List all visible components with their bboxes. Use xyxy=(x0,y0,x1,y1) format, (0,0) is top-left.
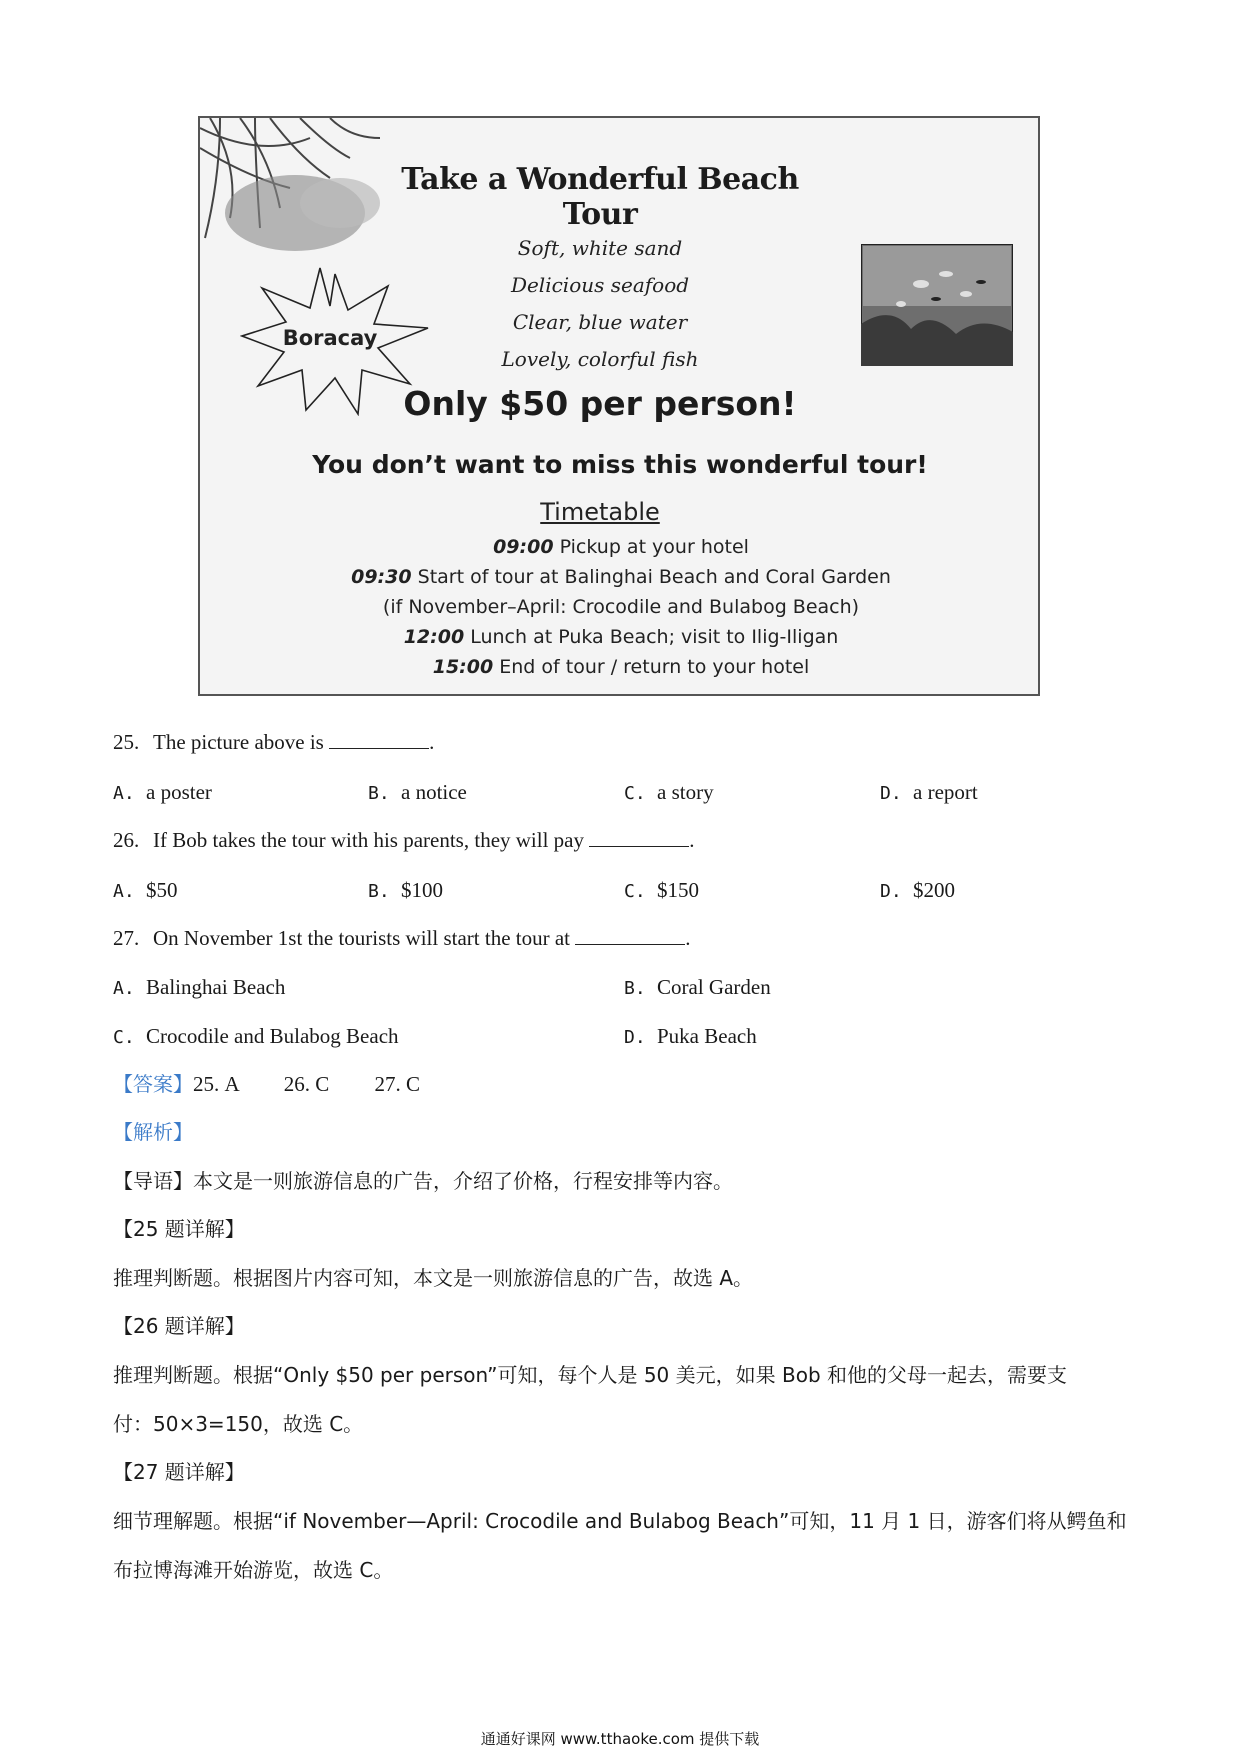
timetable-time: 15:00 xyxy=(432,656,494,678)
option-text: $100 xyxy=(401,878,443,902)
detail-heading-27: 【27 题详解】 xyxy=(113,1460,245,1484)
timetable-time: 09:00 xyxy=(493,536,554,558)
detail-heading-25: 【25 题详解】 xyxy=(113,1217,245,1241)
timetable-text: Pickup at your hotel xyxy=(553,536,749,558)
timetable-text: Lunch at Puka Beach; visit to Ilig-Iligan xyxy=(464,626,839,648)
feature-list xyxy=(460,230,740,378)
poster-title: Take a Wonderful Beach Tour xyxy=(401,162,799,232)
answer-blank xyxy=(575,925,685,945)
option xyxy=(624,1022,757,1052)
timetable-text: Start of tour at Balinghai Beach and Coral Garden xyxy=(411,566,891,588)
guide-text: 【导语】本文是一则旅游信息的广告，介绍了价格，行程安排等内容。 xyxy=(113,1169,733,1193)
option-letter: A. xyxy=(113,881,135,902)
timetable-row xyxy=(260,652,982,682)
option-letter: C. xyxy=(624,881,646,902)
timetable-text: End of tour / return to your hotel xyxy=(493,656,810,678)
question-number: 25. xyxy=(113,730,140,754)
boracay-label: Boracay xyxy=(282,326,378,350)
option-text: $50 xyxy=(146,878,178,902)
detail-text: 细节理解题。根据“if November—April: Crocodile and Bulabog Beach”可知，11 月 1 日，游客们将从鳄鱼和 xyxy=(113,1509,1127,1533)
detail-text: 推理判断题。根据图片内容可知，本文是一则旅游信息的广告，故选 A。 xyxy=(113,1266,754,1290)
feature-item: Lovely, colorful fish xyxy=(501,347,699,371)
question-text: If Bob takes the tour with his parents, they will pay xyxy=(153,828,585,852)
option xyxy=(113,876,178,906)
option-letter: D. xyxy=(880,783,902,804)
option-text: Crocodile and Bulabog Beach xyxy=(146,1024,399,1048)
option xyxy=(880,778,978,808)
answer-blank xyxy=(329,729,429,749)
option xyxy=(368,876,443,906)
answer-item: 25. A xyxy=(193,1072,239,1096)
timetable-row xyxy=(260,592,982,622)
option-letter: A. xyxy=(113,783,135,804)
option-text: a poster xyxy=(146,780,212,804)
timetable-time: 12:00 xyxy=(403,626,465,648)
timetable-text: (if November–April: Crocodile and Bulabog Beach) xyxy=(382,596,860,618)
option xyxy=(624,778,714,808)
detail-text: 付：50×3=150，故选 C。 xyxy=(113,1412,364,1436)
option xyxy=(113,778,212,808)
option-text: Puka Beach xyxy=(657,1024,757,1048)
option-text: a story xyxy=(657,780,714,804)
answer-blank xyxy=(589,827,689,847)
option-text: $200 xyxy=(913,878,955,902)
timetable-row xyxy=(260,622,982,652)
feature-item: Soft, white sand xyxy=(517,236,683,260)
question-end: . xyxy=(689,828,695,852)
question-26 xyxy=(113,826,695,854)
option-text: a notice xyxy=(401,780,467,804)
question-number: 27. xyxy=(113,926,140,950)
question-text: The picture above is xyxy=(153,730,324,754)
timetable-row xyxy=(260,562,982,592)
detail-heading-26: 【26 题详解】 xyxy=(113,1314,245,1338)
answer-item: 27. C xyxy=(374,1072,421,1096)
option-letter: B. xyxy=(624,978,646,999)
detail-text: 推理判断题。根据“Only $50 per person”可知，每个人是 50 美元，如果 Bob 和他的父母一起去，需要支 xyxy=(113,1363,1067,1387)
option-letter: C. xyxy=(624,783,646,804)
option xyxy=(880,876,955,906)
question-25 xyxy=(113,728,434,756)
question-end: . xyxy=(429,730,435,754)
answer-line xyxy=(113,1070,420,1098)
question-end: . xyxy=(685,926,691,950)
tagline: You don’t want to miss this wonderful tour! xyxy=(312,450,928,479)
question-text: On November 1st the tourists will start the tour at xyxy=(153,926,571,950)
detail-text: 布拉博海滩开始游览，故选 C。 xyxy=(113,1558,394,1582)
analysis-label: 【解析】 xyxy=(113,1120,193,1144)
option-letter: B. xyxy=(368,783,390,804)
timetable-row xyxy=(260,532,982,562)
timetable-title: Timetable xyxy=(540,498,660,526)
palm-leaves-graphic xyxy=(200,118,420,268)
fish-photo xyxy=(861,244,1013,366)
option-letter: D. xyxy=(880,881,902,902)
footer-watermark: 通通好课网 www.tthaoke.com 提供下载 xyxy=(480,1730,760,1748)
tour-poster xyxy=(198,116,1040,696)
option-letter: A. xyxy=(113,978,135,999)
option xyxy=(368,778,467,808)
answer-label: 【答案】 xyxy=(113,1072,193,1096)
option-text: Coral Garden xyxy=(657,975,771,999)
option-text: a report xyxy=(913,780,978,804)
question-number: 26. xyxy=(113,828,140,852)
option-letter: D. xyxy=(624,1027,646,1048)
option-letter: B. xyxy=(368,881,390,902)
option-text: Balinghai Beach xyxy=(146,975,286,999)
answer-item: 26. C xyxy=(283,1072,330,1096)
option xyxy=(113,973,285,1003)
option-letter: C. xyxy=(113,1027,135,1048)
option xyxy=(624,876,699,906)
feature-item: Clear, blue water xyxy=(512,310,688,334)
option xyxy=(113,1022,399,1052)
timetable xyxy=(260,532,982,682)
feature-item: Delicious seafood xyxy=(510,273,690,297)
option-text: $150 xyxy=(657,878,699,902)
timetable-time: 09:30 xyxy=(351,566,412,588)
question-27 xyxy=(113,924,691,952)
price-line: Only $50 per person! xyxy=(403,384,797,423)
option xyxy=(624,973,771,1003)
